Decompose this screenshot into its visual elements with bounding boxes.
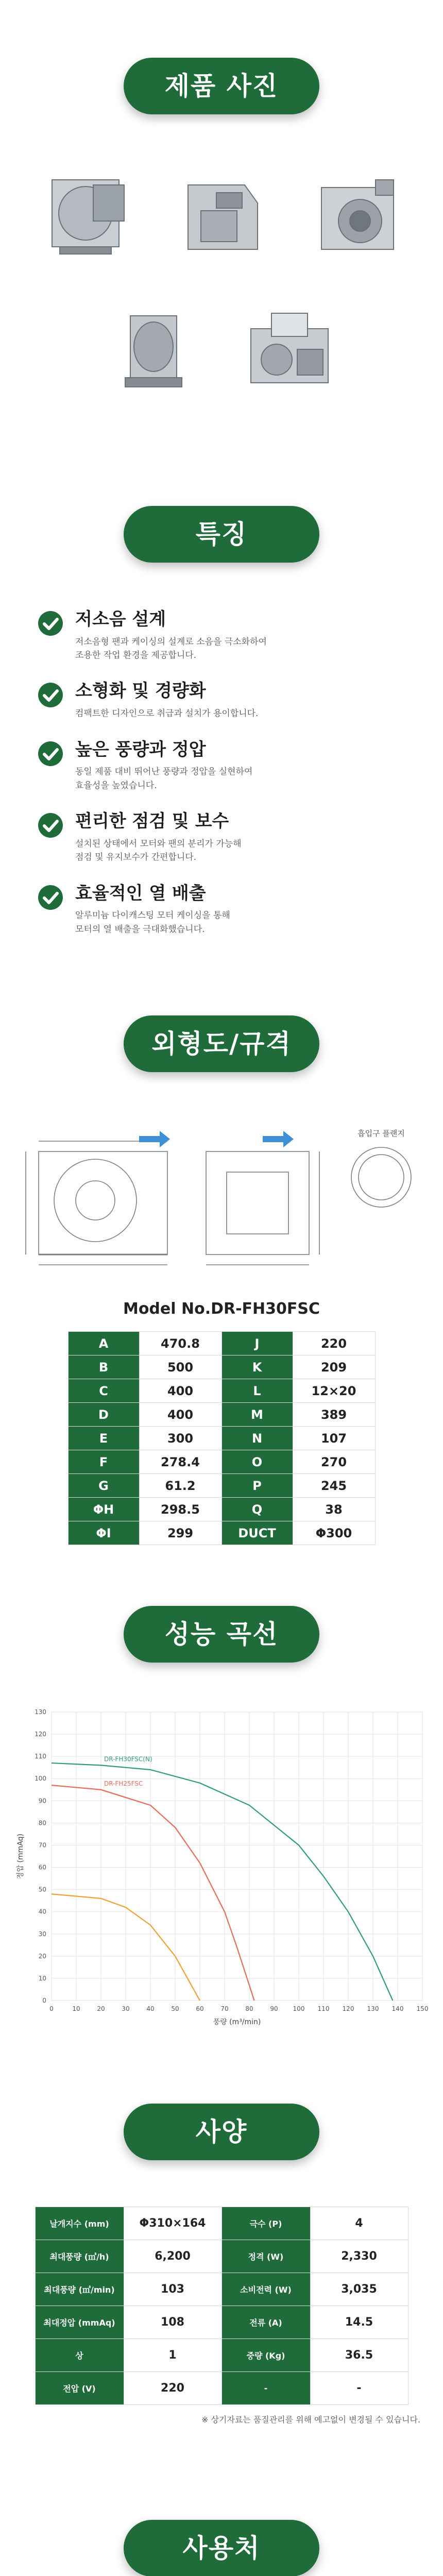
chart-series-label: DR-FH30FSC(N) [104, 1755, 152, 1763]
dimension-value: 400 [139, 1403, 222, 1427]
check-circle-icon [37, 610, 64, 637]
chart-x-tick-label: 130 [367, 2005, 379, 2013]
dimension-key: G [68, 1474, 139, 1498]
dimension-value: 209 [293, 1355, 375, 1379]
spec-note: ※ 상기자료는 품질관리를 위해 예고없이 변경될 수 있습니다. [201, 2415, 420, 2425]
usage-title: 사용처 [124, 2520, 319, 2576]
product-photo-grid [0, 158, 443, 412]
spec-value: - [310, 2372, 408, 2405]
spec-value: 6,200 [124, 2240, 222, 2273]
feature-desc-line: 점검 및 유지보수가 간편합니다. [75, 852, 197, 863]
chart-x-tick-label: 110 [317, 2005, 330, 2013]
feature-desc [75, 837, 242, 865]
dimension-key: ΦI [68, 1521, 139, 1545]
dimension-key: E [68, 1427, 139, 1450]
spec-row [35, 2372, 408, 2405]
spec-key: 최대풍량 (㎥/min) [35, 2273, 124, 2306]
feature-desc [75, 707, 258, 720]
chart-y-tick-label: 130 [35, 1708, 46, 1716]
check-circle-icon [37, 884, 64, 911]
dimension-key: O [222, 1450, 293, 1474]
feature-title: 저소음 설계 [75, 609, 166, 630]
dimension-value: 270 [293, 1450, 375, 1474]
dimension-row [68, 1355, 375, 1379]
chart-y-tick-label: 110 [35, 1753, 46, 1760]
spec-key: - [222, 2372, 310, 2405]
chart-y-tick-label: 50 [38, 1886, 46, 1893]
product-photo-1 [26, 158, 145, 279]
chart-x-tick-label: 120 [342, 2005, 354, 2013]
dimension-value: 278.4 [139, 1450, 222, 1474]
product-photo-4 [94, 291, 213, 412]
chart-x-tick-label: 0 [49, 2005, 54, 2013]
chart-x-tick-label: 20 [97, 2005, 105, 2013]
spec-key: 상 [35, 2339, 124, 2372]
feature-desc-line: 모터의 열 배출을 극대화했습니다. [75, 924, 205, 935]
dimension-key: K [222, 1355, 293, 1379]
spec-value: 1 [124, 2339, 222, 2372]
chart-x-tick-label: 140 [391, 2005, 404, 2013]
check-circle-icon [37, 812, 64, 839]
photos-section [0, 0, 443, 412]
chart-y-tick-label: 20 [38, 1952, 46, 1960]
chart-x-tick-label: 100 [293, 2005, 305, 2013]
dimension-value: 61.2 [139, 1474, 222, 1498]
spec-value: 4 [310, 2207, 408, 2240]
dimension-row [68, 1521, 375, 1545]
feature-item [37, 883, 443, 936]
spec-row [35, 2273, 408, 2306]
feature-desc [75, 909, 230, 936]
spec-row [35, 2339, 408, 2372]
model-number: Model No.DR-FH30FSC [123, 1300, 320, 1318]
chart-y-tick-label: 10 [38, 1975, 46, 1982]
dimension-value: 220 [293, 1332, 375, 1355]
dimension-key: D [68, 1403, 139, 1427]
chart-y-tick-label: 70 [38, 1841, 46, 1849]
feature-item [37, 811, 443, 864]
dimension-key: Q [222, 1498, 293, 1521]
dimension-value: 470.8 [139, 1332, 222, 1355]
chart-series-label: DR-FH25FSC [104, 1780, 143, 1787]
spec-key: 중량 (Kg) [222, 2339, 310, 2372]
chart-x-tick-label: 30 [122, 2005, 130, 2013]
spec-key: 전압 (V) [35, 2372, 124, 2405]
performance-chart [10, 1702, 433, 2031]
dimension-key: ΦH [68, 1498, 139, 1521]
chart-x-tick-label: 40 [146, 2005, 155, 2013]
dimension-key: F [68, 1450, 139, 1474]
chart-x-tick-label: 90 [270, 2005, 278, 2013]
dimension-row [68, 1450, 375, 1474]
dimension-table [68, 1331, 376, 1545]
chart-x-tick-label: 70 [220, 2005, 229, 2013]
spec-value: 36.5 [310, 2339, 408, 2372]
feature-item [37, 609, 443, 662]
chart-y-tick-label: 60 [38, 1863, 46, 1871]
chart-x-axis-label: 풍량 (m³/min) [213, 2018, 261, 2027]
check-circle-icon [37, 682, 64, 708]
chart-y-tick-label: 120 [35, 1731, 46, 1738]
chart-x-tick-label: 10 [72, 2005, 80, 2013]
spec-value: 108 [124, 2306, 222, 2339]
spec-key: 소비전력 (W) [222, 2273, 310, 2306]
chart-y-tick-label: 100 [35, 1775, 46, 1783]
spec-row [35, 2240, 408, 2273]
product-photo-2 [162, 158, 281, 279]
chart-x-tick-label: 80 [245, 2005, 253, 2013]
dimension-key: P [222, 1474, 293, 1498]
product-photo-5 [230, 291, 349, 412]
dimension-row [68, 1474, 375, 1498]
dimension-row [68, 1379, 375, 1403]
dimension-key: DUCT [222, 1521, 293, 1545]
feature-item [37, 739, 443, 792]
dimension-value: 300 [139, 1427, 222, 1450]
chart-x-tick-label: 150 [416, 2005, 429, 2013]
performance-chart-svg [10, 1702, 433, 2031]
spec-key: 전류 (A) [222, 2306, 310, 2339]
spec-row [35, 2306, 408, 2339]
chart-y-tick-label: 0 [42, 1997, 46, 2005]
dimensions-title: 외형도/규격 [124, 1015, 319, 1072]
spec-value: 2,330 [310, 2240, 408, 2273]
chart-y-tick-label: 40 [38, 1908, 46, 1916]
specs-title: 사양 [124, 2104, 319, 2160]
performance-section [0, 1545, 443, 2031]
feature-title: 소형화 및 경량화 [75, 681, 206, 702]
spec-key: 날개지수 (mm) [35, 2207, 124, 2240]
feature-desc [75, 765, 252, 792]
dimension-value: 107 [293, 1427, 375, 1450]
chart-y-axis-label: 정압 (mmAq) [16, 1834, 25, 1879]
chart-y-tick-label: 90 [38, 1797, 46, 1805]
spec-key: 정격 (W) [222, 2240, 310, 2273]
dimension-value: 389 [293, 1403, 375, 1427]
dimension-value: 38 [293, 1498, 375, 1521]
dimension-value: 500 [139, 1355, 222, 1379]
spec-row [35, 2207, 408, 2240]
dimension-key: M [222, 1403, 293, 1427]
spec-key: 극수 (P) [222, 2207, 310, 2240]
dimension-value: 298.5 [139, 1498, 222, 1521]
feature-item [37, 681, 443, 720]
check-circle-icon [37, 740, 64, 767]
dimension-row [68, 1498, 375, 1521]
spec-value: 3,035 [310, 2273, 408, 2306]
dimensions-section [0, 955, 443, 1545]
flange-label: 흡입구 플랜지 [357, 1129, 405, 1139]
dimension-key: J [222, 1332, 293, 1355]
spec-key: 최대정압 (mmAq) [35, 2306, 124, 2339]
spec-key: 최대풍량 (㎥/h) [35, 2240, 124, 2273]
feature-desc-line: 동일 제품 대비 뛰어난 풍량과 정압을 실현하여 [75, 767, 253, 777]
dimension-key: B [68, 1355, 139, 1379]
performance-title: 성능 곡선 [124, 1606, 319, 1663]
dimension-key: N [222, 1427, 293, 1450]
feature-desc-line: 저소음형 팬과 케이싱의 설계로 소음을 극소화하여 [75, 636, 267, 647]
feature-title: 편리한 점검 및 보수 [75, 811, 229, 832]
chart-y-tick-label: 30 [38, 1930, 46, 1938]
feature-title: 효율적인 열 배출 [75, 883, 206, 904]
spec-value: 103 [124, 2273, 222, 2306]
feature-desc-line: 조용한 작업 환경을 제공합니다. [75, 650, 197, 661]
dimension-key: L [222, 1379, 293, 1403]
usage-section [0, 2425, 443, 2576]
dimension-value: 12×20 [293, 1379, 375, 1403]
spec-value: 14.5 [310, 2306, 408, 2339]
feature-desc-line: 효율성을 높였습니다. [75, 780, 157, 791]
spec-value: Φ310×164 [124, 2207, 222, 2240]
chart-x-tick-label: 60 [196, 2005, 204, 2013]
chart-y-tick-label: 80 [38, 1819, 46, 1827]
features-section [0, 412, 443, 936]
dimension-key: A [68, 1332, 139, 1355]
specs-section [0, 2031, 443, 2425]
dimension-row [68, 1332, 375, 1355]
spec-table [35, 2207, 408, 2405]
dimension-value: Φ300 [293, 1521, 375, 1545]
dimension-value: 400 [139, 1379, 222, 1403]
product-photo-3 [298, 158, 417, 279]
feature-desc [75, 635, 267, 663]
features-title: 특징 [124, 506, 319, 563]
dimension-value: 299 [139, 1521, 222, 1545]
dimension-row [68, 1403, 375, 1427]
feature-desc-line: 설치된 상태에서 모터와 팬의 분리가 가능해 [75, 838, 242, 849]
spec-value: 220 [124, 2372, 222, 2405]
feature-list [0, 609, 443, 936]
dimension-row [68, 1427, 375, 1450]
dimension-key: C [68, 1379, 139, 1403]
chart-x-tick-label: 50 [171, 2005, 179, 2013]
photos-title: 제품 사진 [124, 58, 319, 114]
feature-desc-line: 알루미늄 다이캐스팅 모터 케이싱을 통해 [75, 910, 230, 921]
dimension-value: 245 [293, 1474, 375, 1498]
feature-title: 높은 풍량과 정압 [75, 739, 206, 760]
feature-desc-line: 컴팩트한 디자인으로 취급과 설치가 용이합니다. [75, 708, 259, 719]
technical-drawing [10, 1105, 433, 1275]
